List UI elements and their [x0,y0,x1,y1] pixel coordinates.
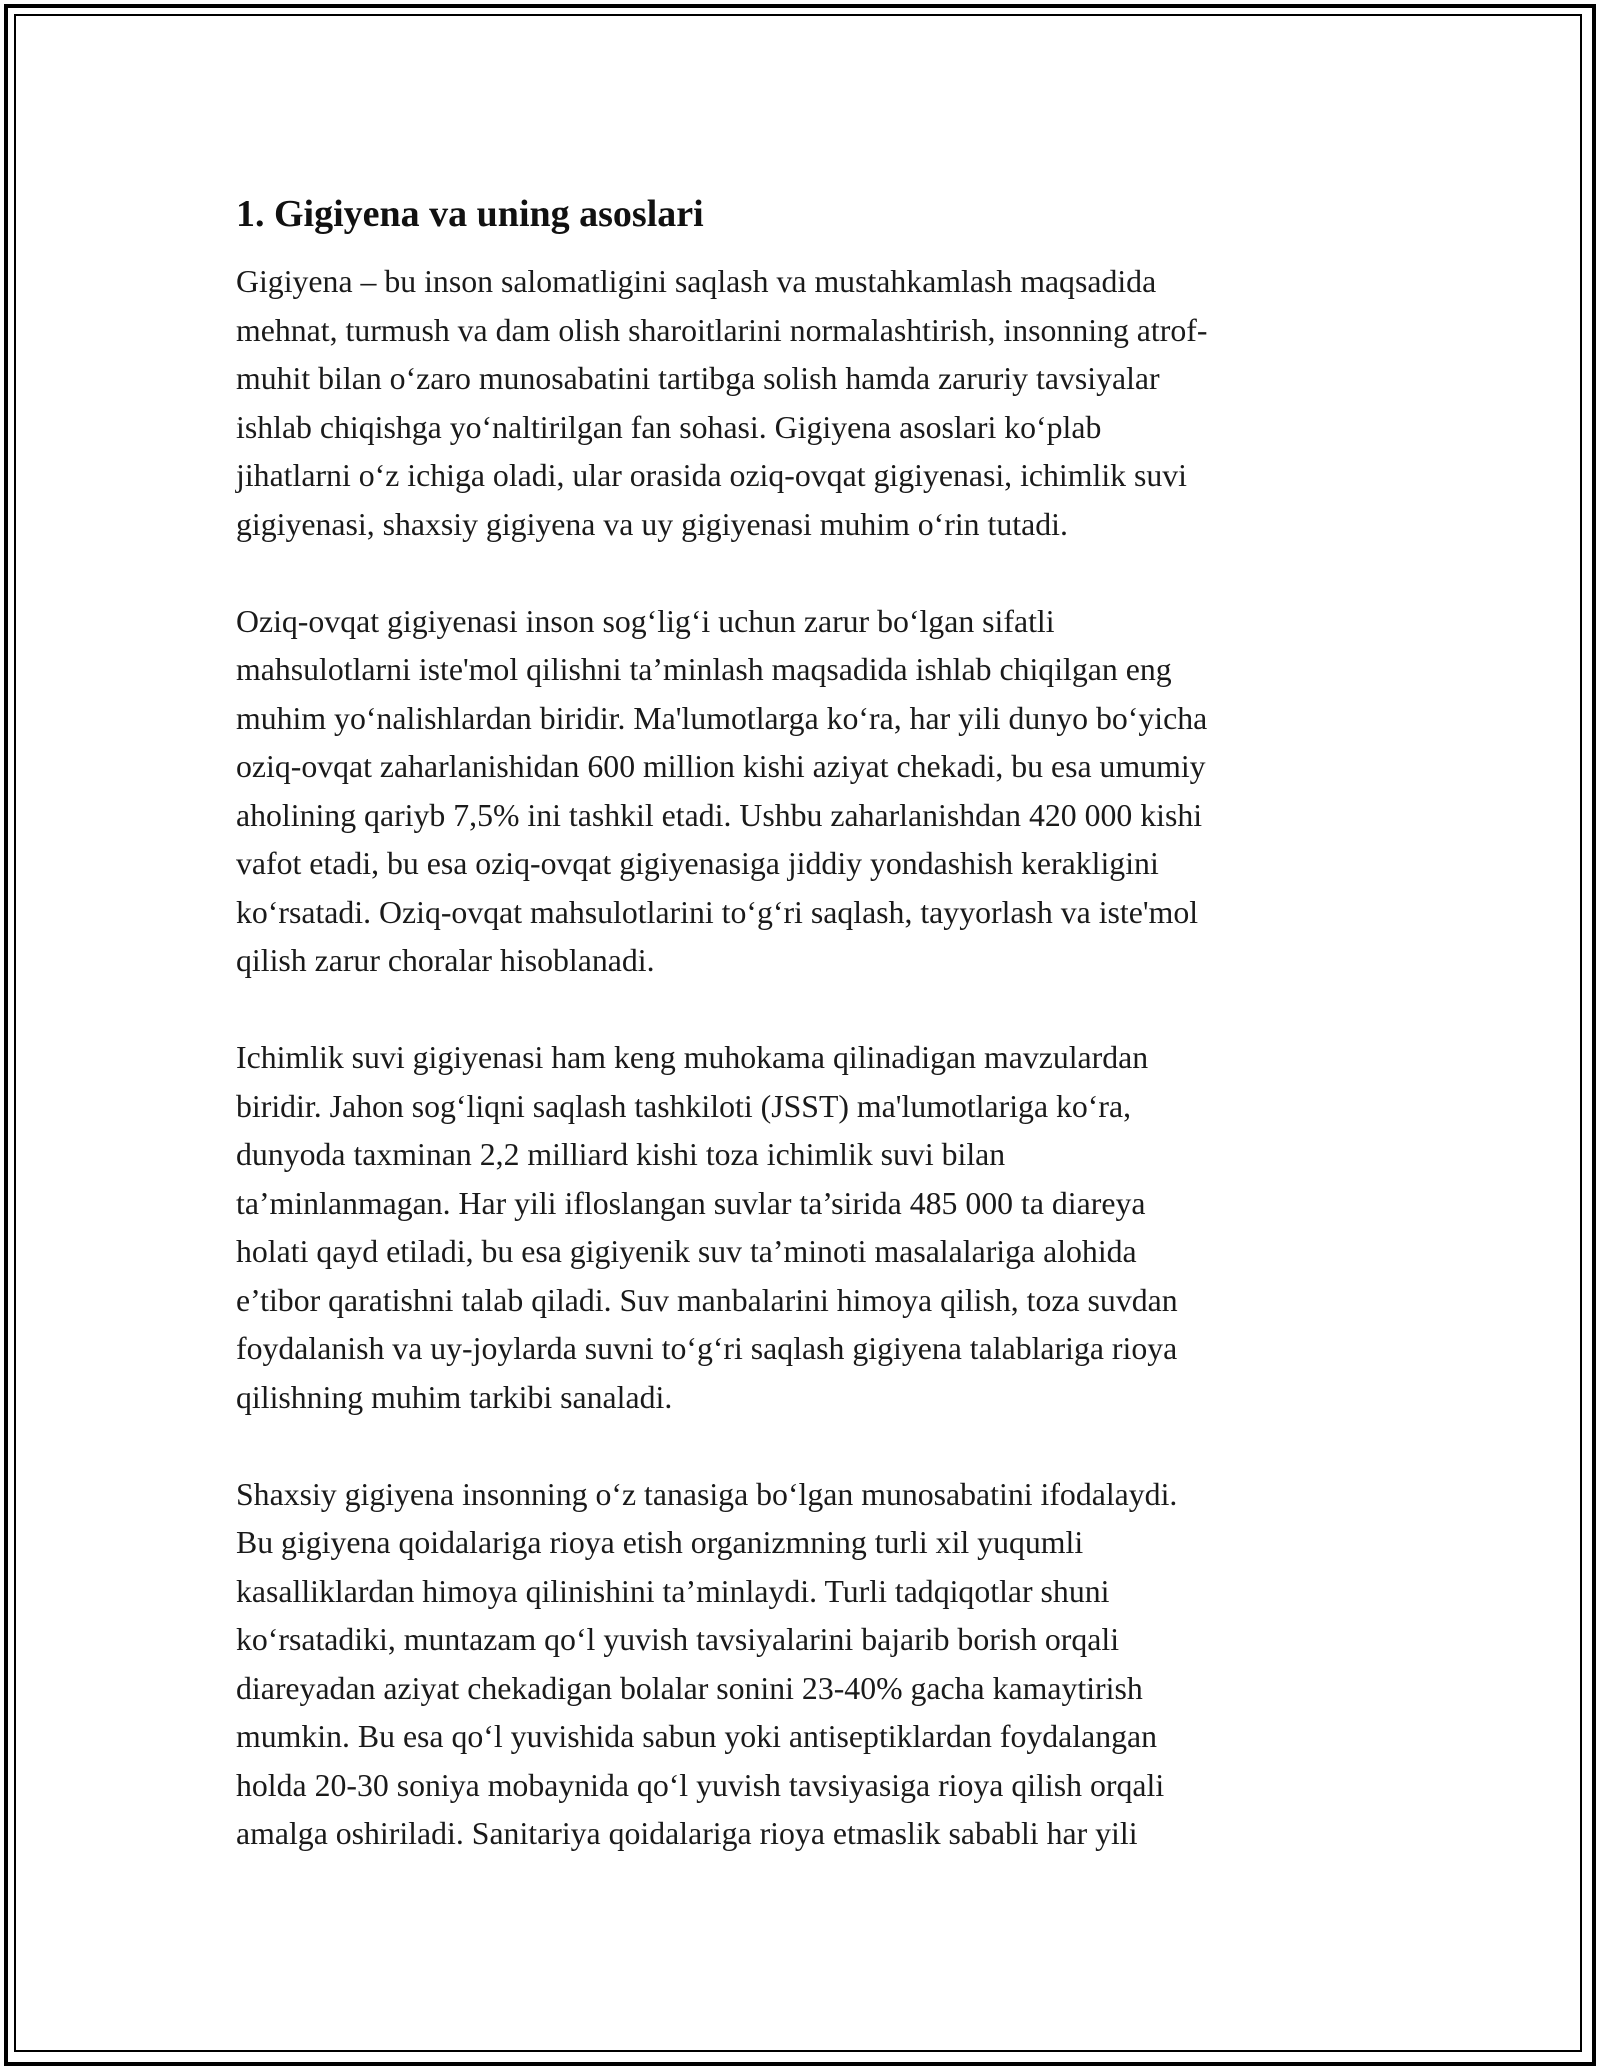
paragraph-intro: Gigiyena – bu inson salomatligini saqlash va mustahkamlash maqsadida mehnat, turmush va dam olish sharoitlarini normalashtirish, insonning atrof- muhit bilan o‘zaro munosabatini tartibga solish hamda zaruriy tavsiyalar ishlab chiqishga yo‘naltirilgan fan sohasi. Gigiyena asoslari ko‘plab jihatlarni o‘z ichiga oladi, ular orasida oziq-ovqat gigiyenasi, ichimlik suvi gigiyenasi, shaxsiy gigiyena va uy gigiyenasi muhim o‘rin tutadi. [236,264,1208,542]
document-body [236,180,1386,1907]
section-heading: 1. Gigiyena va uning asoslari [236,193,704,235]
paragraph-food-hygiene: Oziq-ovqat gigiyenasi inson sog‘lig‘i uchun zarur bo‘lgan sifatli mahsulotlarni iste'mol qilishni ta’minlash maqsadida ishlab chiqilgan eng muhim yo‘nalishlardan biridir. Ma'lumotlarga ko‘ra, har yili dunyo bo‘yicha oziq-ovqat zaharlanishidan 600 million kishi aziyat chekadi, bu esa umumiy aholining qariyb 7,5% ini tashkil etadi. Ushbu zaharlanishdan 420 000 kishi vafot etadi, bu esa oziq-ovqat gigiyenasiga jiddiy yondashish kerakligini ko‘rsatadi. Oziq-ovqat mahsulotlarini to‘g‘ri saqlash, tayyorlash va iste'mol qilish zarur choralar hisoblanadi. [236,603,1208,978]
paragraph-water-hygiene: Ichimlik suvi gigiyenasi ham keng muhokama qilinadigan mavzulardan biridir. Jahon sog‘liqni saqlash tashkiloti (JSST) ma'lumotlariga ko‘ra, dunyoda taxminan 2,2 milliard kishi toza ichimlik suvi bilan ta’minlanmagan. Har yili ifloslangan suvlar ta’sirida 485 000 ta diareya holati qayd etiladi, bu esa gigiyenik suv ta’minoti masalalariga alohida e’tibor qaratishni talab qiladi. Suv manbalarini himoya qilish, toza suvdan foydalanish va uy-joylarda suvni to‘g‘ri saqlash gigiyena talablariga rioya qilishning muhim tarkibi sanaladi. [236,1040,1178,1415]
paragraph-personal-hygiene: Shaxsiy gigiyena insonning o‘z tanasiga bo‘lgan munosabatini ifodalaydi. Bu gigiyena qoidalariga rioya etish organizmning turli xil yuqumli kasalliklardan himoya qilinishini ta’minlaydi. Turli tadqiqotlar shuni ko‘rsatadiki, muntazam qo‘l yuvish tavsiyalarini bajarib borish orqali diareyadan aziyat chekadigan bolalar sonini 23-40% gacha kamaytirish mumkin. Bu esa qo‘l yuvishida sabun yoki antiseptiklardan foydalangan holda 20-30 soniya mobaynida qo‘l yuvish tavsiyasiga rioya qilish orqali amalga oshiriladi. Sanitariya qoidalariga rioya etmaslik sababli har yili [236,1476,1178,1851]
